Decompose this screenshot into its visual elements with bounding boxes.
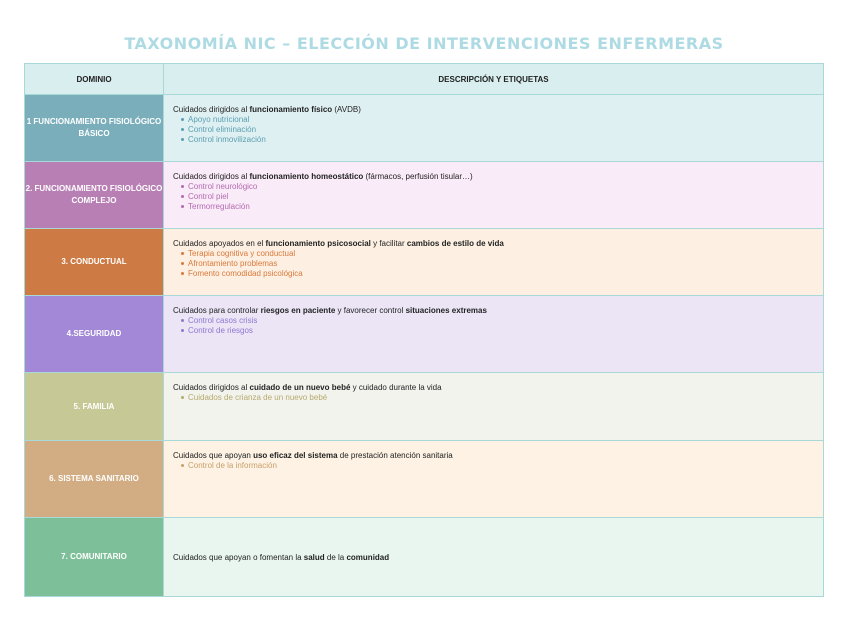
description-bold: funcionamiento homeostático bbox=[249, 172, 364, 181]
list-item: Control de la información bbox=[181, 461, 823, 471]
list-item: Control eliminación bbox=[181, 125, 823, 135]
list-item: Termorregulación bbox=[181, 202, 823, 212]
description-text bbox=[173, 171, 823, 182]
domain-cell: 4.SEGURIDAD bbox=[25, 296, 164, 373]
description-part: Cuidados que apoyan o fomentan la bbox=[173, 552, 304, 562]
description-cell bbox=[164, 162, 824, 229]
description-part: de prestación atención sanitaria bbox=[337, 451, 453, 460]
list-item: Terapia cognitiva y conductual bbox=[181, 249, 823, 259]
tag-list bbox=[173, 249, 823, 279]
domain-cell: 7. COMUNITARIO bbox=[25, 518, 164, 597]
description-part: Cuidados dirigidos al bbox=[173, 383, 250, 392]
description-cell bbox=[164, 441, 824, 518]
description-cell bbox=[164, 373, 824, 441]
list-item: Cuidados de crianza de un nuevo bebé bbox=[181, 393, 823, 403]
table-row bbox=[25, 441, 824, 518]
description-part: Cuidados que apoyan bbox=[173, 451, 254, 460]
table-row bbox=[25, 95, 824, 162]
description-bold: uso eficaz del sistema bbox=[253, 451, 338, 460]
description-text bbox=[173, 104, 823, 115]
tag-list bbox=[173, 115, 823, 145]
domain-cell: 5. FAMILIA bbox=[25, 373, 164, 441]
description-bold: salud bbox=[303, 552, 325, 562]
description-part: Cuidados para controlar bbox=[173, 306, 261, 315]
header-description: DESCRIPCIÓN Y ETIQUETAS bbox=[164, 64, 824, 95]
description-text bbox=[173, 552, 823, 563]
list-item: Apoyo nutricional bbox=[181, 115, 823, 125]
description-cell bbox=[164, 229, 824, 296]
list-item: Fomento comodidad psicológica bbox=[181, 269, 823, 279]
page-title: TAXONOMÍA NIC – ELECCIÓN DE INTERVENCIONES ENFERMERAS bbox=[124, 34, 724, 53]
header-domain: DOMINIO bbox=[25, 64, 164, 95]
list-item: Control piel bbox=[181, 192, 823, 202]
description-cell bbox=[164, 518, 824, 597]
list-item: Control casos crisis bbox=[181, 316, 823, 326]
description-part: de la bbox=[324, 552, 347, 562]
description-bold: situaciones extremas bbox=[405, 306, 487, 315]
tag-list bbox=[173, 316, 823, 336]
description-bold: cuidado de un nuevo bebé bbox=[249, 383, 351, 392]
list-item: Afrontamiento problemas bbox=[181, 259, 823, 269]
description-part: y favorecer control bbox=[335, 306, 406, 315]
domain-cell: 3. CONDUCTUAL bbox=[25, 229, 164, 296]
description-part: (AVDB) bbox=[332, 105, 361, 114]
table-row bbox=[25, 373, 824, 441]
description-cell bbox=[164, 296, 824, 373]
tag-list bbox=[173, 461, 823, 471]
list-item: Control de riesgos bbox=[181, 326, 823, 336]
description-text bbox=[173, 305, 823, 316]
table-row bbox=[25, 162, 824, 229]
description-part: Cuidados apoyados en el bbox=[173, 239, 266, 248]
list-item: Control inmovilización bbox=[181, 135, 823, 145]
description-bold: cambios de estilo de vida bbox=[406, 239, 504, 248]
description-part: y facilitar bbox=[370, 239, 407, 248]
description-bold: funcionamiento físico bbox=[249, 105, 333, 114]
tag-list bbox=[173, 393, 823, 403]
table-row bbox=[25, 229, 824, 296]
description-part: (fármacos, perfusión tisular…) bbox=[363, 172, 473, 181]
tag-list bbox=[173, 182, 823, 212]
description-part: Cuidados dirigidos al bbox=[173, 172, 250, 181]
nic-table bbox=[24, 63, 824, 597]
description-cell bbox=[164, 95, 824, 162]
description-bold: riesgos en paciente bbox=[260, 306, 336, 315]
description-text bbox=[173, 382, 823, 393]
description-text bbox=[173, 238, 823, 249]
description-part: Cuidados dirigidos al bbox=[173, 105, 250, 114]
description-text bbox=[173, 450, 823, 461]
domain-cell: 6. SISTEMA SANITARIO bbox=[25, 441, 164, 518]
description-part: y cuidado durante la vida bbox=[350, 383, 442, 392]
description-bold: funcionamiento psicosocial bbox=[265, 239, 371, 248]
domain-cell: 2. FUNCIONAMIENTO FISIOLÓGICO COMPLEJO bbox=[25, 162, 164, 229]
description-bold: comunidad bbox=[346, 552, 390, 562]
table-row bbox=[25, 518, 824, 597]
list-item: Control neurológico bbox=[181, 182, 823, 192]
table-row bbox=[25, 296, 824, 373]
table-header-row bbox=[25, 64, 824, 95]
domain-cell: 1 FUNCIONAMIENTO FISIOLÓGICO BÁSICO bbox=[25, 95, 164, 162]
